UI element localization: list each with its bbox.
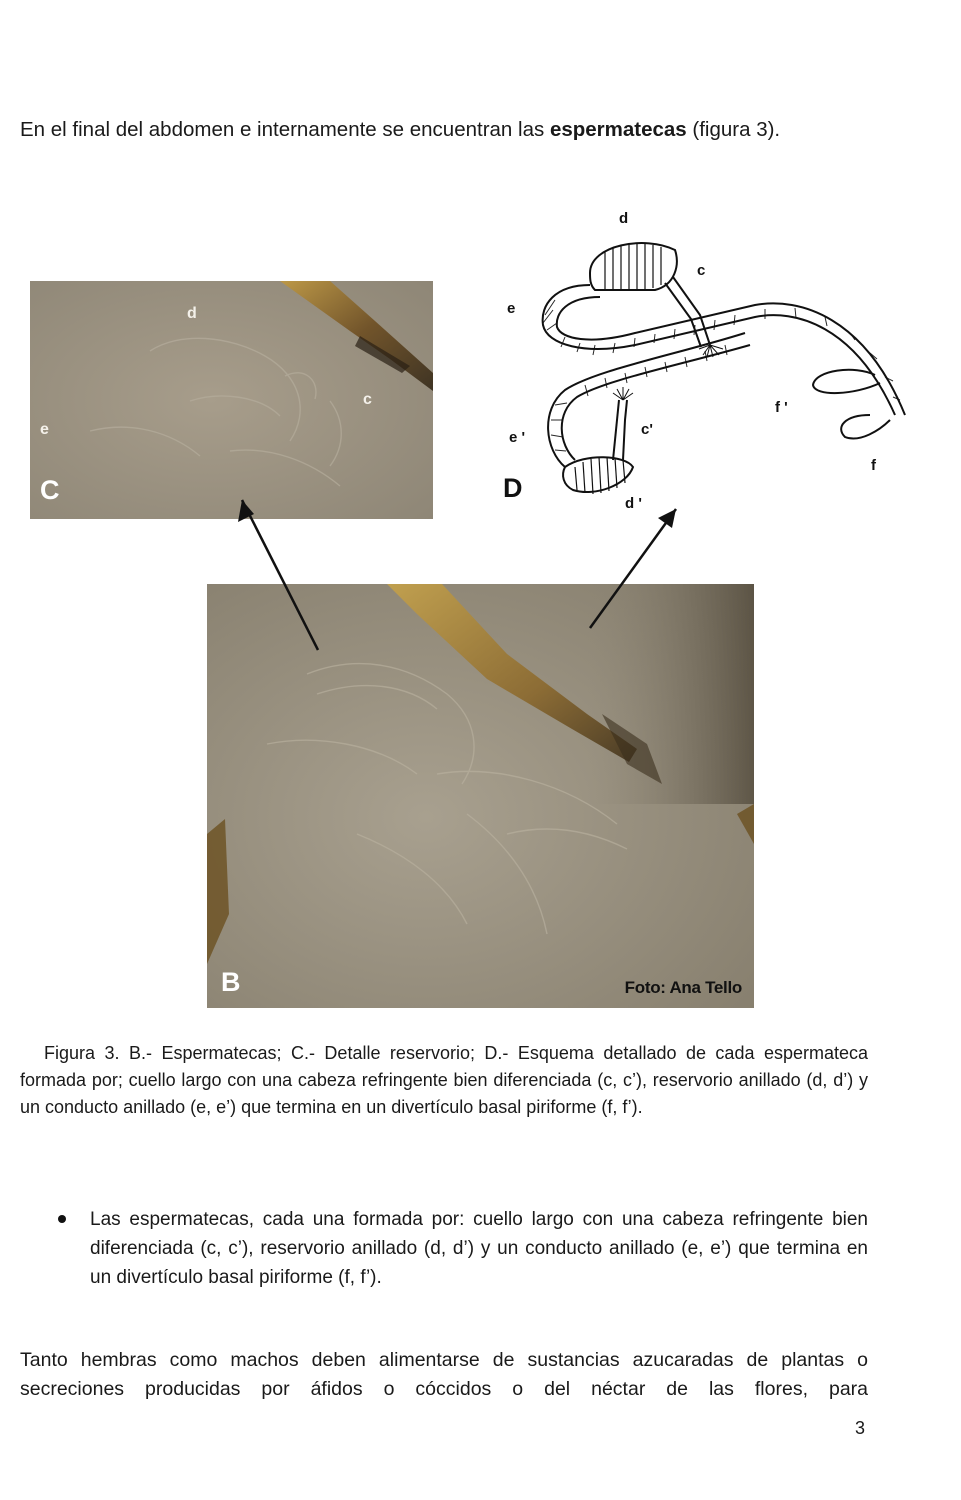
body-paragraph: Tanto hembras como machos deben alimentarse de sustancias azucaradas de plantas o secreciones producidas por áfidos o cóccidos o del néctar de las flores, para bbox=[20, 1349, 868, 1400]
figure-caption bbox=[20, 1040, 868, 1121]
photo-panel-b bbox=[207, 584, 754, 1008]
photo-c-label-c: c bbox=[363, 391, 372, 408]
schematic-label-c-prime: c' bbox=[641, 421, 653, 438]
bullet-marker bbox=[58, 1215, 66, 1223]
photo-c-panel-letter: C bbox=[40, 475, 60, 505]
photo-b-micrograph bbox=[207, 584, 754, 1008]
figure-caption-text: Figura 3. B.- Espermatecas; C.- Detalle reservorio; D.- Esquema detallado de cada espermateca formada por; cuello largo con una cabeza refringente bien diferenciada (c, c’), reservorio anillado (d, d’) y un conducto anillado (e, e’) que termina en un divertículo basal piriforme (f, f’). bbox=[20, 1043, 868, 1117]
photo-c-label-d: d bbox=[187, 305, 197, 322]
spermatheca-schematic-drawing bbox=[495, 205, 920, 525]
schematic-panel-d bbox=[495, 205, 920, 525]
photo-c-label-e: e bbox=[40, 421, 49, 438]
schematic-label-f: f bbox=[871, 457, 876, 474]
photo-credit: Foto: Ana Tello bbox=[624, 978, 742, 997]
bullet-text: Las espermatecas, cada una formada por: cuello largo con una cabeza refringente bien diferenciada (c, c’), reservorio anillado (d, d’) y un conducto anillado (e, e’) que termina en un divertículo basal piriforme (f, f’). bbox=[90, 1209, 868, 1288]
photo-c-micrograph bbox=[30, 281, 433, 519]
schematic-label-d-prime: d ' bbox=[625, 495, 642, 512]
photo-panel-c bbox=[30, 281, 433, 519]
schematic-label-f-prime: f ' bbox=[775, 399, 788, 416]
intro-text-after: (figura 3). bbox=[686, 118, 781, 141]
intro-sentence bbox=[20, 115, 900, 145]
schematic-panel-letter: D bbox=[503, 473, 523, 503]
schematic-label-c: c bbox=[697, 262, 706, 279]
schematic-label-e-prime: e ' bbox=[509, 429, 526, 446]
page-number: 3 bbox=[855, 1418, 866, 1438]
intro-text-before: En el final del abdomen e internamente se encuentran las bbox=[20, 118, 550, 141]
bullet-list-item bbox=[58, 1205, 868, 1292]
intro-bold-term: espermatecas bbox=[549, 118, 687, 141]
schematic-label-e: e bbox=[507, 300, 516, 317]
schematic-label-d: d bbox=[619, 210, 629, 227]
photo-b-panel-letter: B bbox=[221, 967, 241, 997]
